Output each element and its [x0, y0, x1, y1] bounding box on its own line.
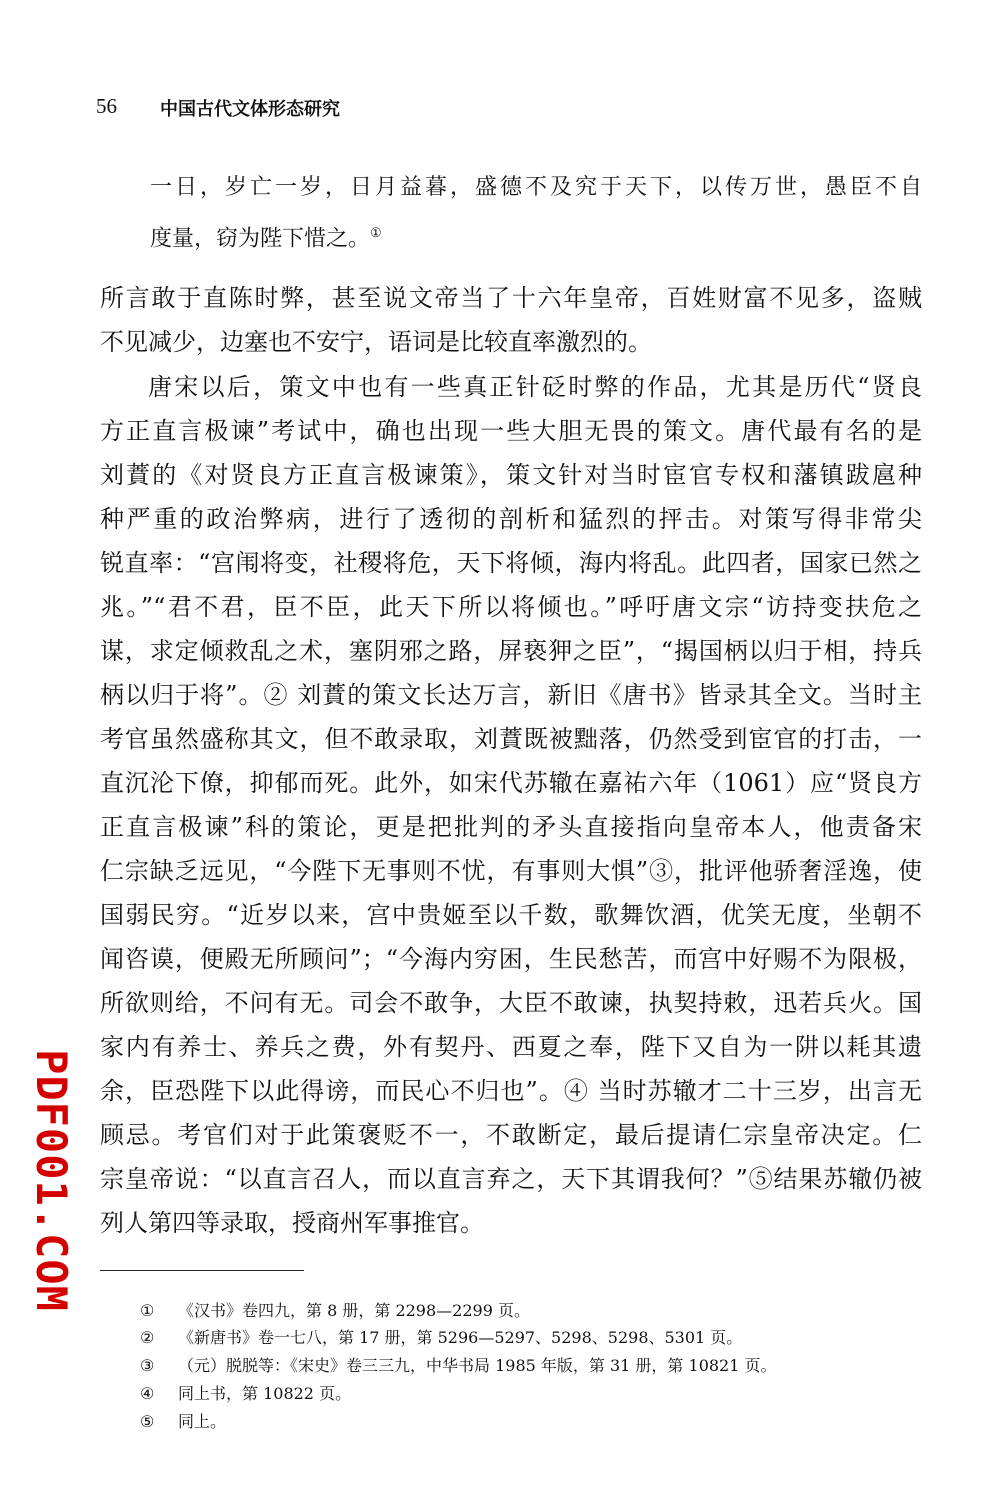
footnote-rule: [100, 1270, 304, 1271]
footnote-text: 同上。: [178, 1412, 227, 1431]
footnote: [140, 1381, 351, 1404]
footnote-mark: ②: [140, 1328, 155, 1347]
body-line: 闻咨谟，便殿无所顾问”；“今海内穷困，生民愁苦，而宫中好赐不为限极，: [100, 945, 922, 973]
body-line: 唐宋以后，策文中也有一些真正针砭时弊的作品，尤其是历代“贤良: [148, 373, 922, 401]
body-line: 方正直言极谏”考试中，确也出现一些大胆无畏的策文。唐代最有名的是: [100, 417, 922, 445]
body-line: 宗皇帝说：“以直言召人，而以直言弃之，天下其谓我何？”⑤结果苏辙仍被: [100, 1165, 922, 1193]
body-line: 余，臣恐陛下以此得谤，而民心不归也”。④ 当时苏辙才二十三岁，出言无: [100, 1077, 922, 1105]
body-line: 列人第四等录取，授商州军事推官。: [100, 1209, 484, 1237]
body-line: 所言敢于直陈时弊，甚至说文帝当了十六年皇帝，百姓财富不见多，盗贼: [100, 284, 922, 312]
quote-line-2: [150, 220, 382, 253]
body-line: 不见减少，边塞也不安宁，语词是比较直率激烈的。: [100, 328, 652, 356]
running-title: 中国古代文体形态研究: [160, 99, 340, 120]
body-line: 考官虽然盛称其文，但不敢录取，刘蕡既被黜落，仍然受到宦官的打击，一: [100, 725, 922, 753]
watermark: [26, 1049, 76, 1312]
body-line: 兆。”“君不君，臣不臣，此天下所以将倾也。”呼吁唐文宗“访持变扶危之: [100, 593, 922, 621]
quote-line-2-text: 度量，窃为陛下惜之。: [150, 226, 371, 252]
quote-line-1: 一日，岁亡一岁，日月益暮，盛德不及究于天下，以传万世，愚臣不自: [150, 175, 922, 200]
footnote-text: 《新唐书》卷一七八，第 17 册，第 5296—5297、5298、5298、5301 页。: [178, 1328, 743, 1347]
body-line: 正直言极谏”科的策论，更是把批判的矛头直接指向皇帝本人，他责备宋: [100, 813, 922, 841]
body-line: 直沉沦下僚，抑郁而死。此外，如宋代苏辙在嘉祐六年（1061）应“贤良方: [100, 769, 922, 797]
footnote-ref-1: ①: [370, 226, 382, 241]
body-line: 谋，求定倾救乱之术，塞阴邪之路，屏亵狎之臣”，“揭国柄以归于相，持兵: [100, 637, 922, 665]
body-line: 所欲则给，不问有无。司会不敢争，大臣不敢谏，执契持敕，迅若兵火。国: [100, 989, 922, 1017]
footnote-mark: ③: [140, 1356, 155, 1375]
body-line: 柄以归于将”。② 刘蕡的策文长达万言，新旧《唐书》皆录其全文。当时主: [100, 681, 922, 709]
footnote: [140, 1353, 777, 1376]
footnote-text: 同上书，第 10822 页。: [178, 1384, 352, 1403]
footnote-mark: ④: [140, 1384, 155, 1403]
body-line: 刘蕡的《对贤良方正直言极谏策》，策文针对当时宦官专权和藩镇跋扈种: [100, 461, 922, 489]
body-line: 锐直率：“宫闱将变，社稷将危，天下将倾，海内将乱。此四者，国家已然之: [100, 549, 922, 577]
body-line: 国弱民穷。“近岁以来，宫中贵姬至以千数，歌舞饮酒，优笑无度，坐朝不: [100, 901, 922, 929]
footnote-text: 《汉书》卷四九，第 8 册，第 2298—2299 页。: [178, 1301, 530, 1320]
footnote-mark: ⑤: [140, 1412, 155, 1431]
footnote-mark: ①: [140, 1301, 155, 1320]
watermark-text: PDF001.COM: [26, 1049, 76, 1312]
body-line: 家内有养士、养兵之费，外有契丹、西夏之奉，陛下又自为一阱以耗其遗: [100, 1033, 922, 1061]
footnote: [140, 1325, 742, 1348]
page-number: 56: [96, 94, 117, 118]
footnote-text: （元）脱脱等：《宋史》卷三三九，中华书局 1985 年版，第 31 册，第 10821 页。: [178, 1356, 777, 1375]
footnote: [140, 1298, 530, 1321]
body-line: 顾忌。考官们对于此策褒贬不一，不敢断定，最后提请仁宗皇帝决定。仁: [100, 1121, 922, 1149]
body-line: 仁宗缺乏远见，“今陛下无事则不忧，有事则大惧”③，批评他骄奢淫逸，使: [100, 857, 922, 885]
footnote: [140, 1409, 226, 1432]
body-line: 种严重的政治弊病，进行了透彻的剖析和猛烈的抨击。对策写得非常尖: [100, 505, 922, 533]
